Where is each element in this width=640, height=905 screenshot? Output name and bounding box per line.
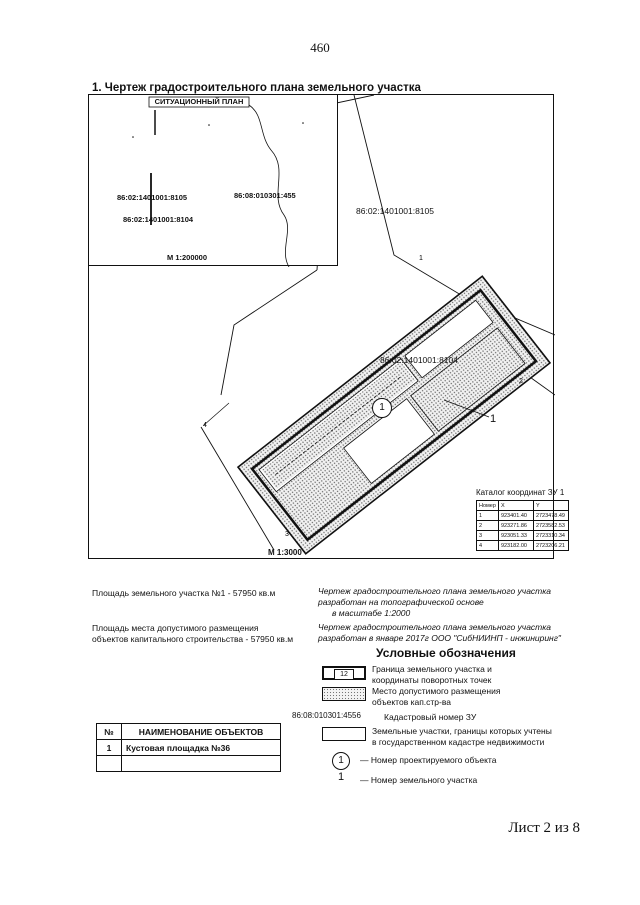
- catalog-header: Номер: [477, 501, 499, 511]
- legend-item-placement: [372, 686, 500, 707]
- parcel-label-center: 86:02:1401001:8104: [380, 355, 458, 365]
- note-line: разработан в январе 2017г ООО "СибНИИНП - инжиниринг": [318, 633, 561, 643]
- object-number-circle: 1: [372, 398, 392, 418]
- situation-plan-inset: [88, 94, 338, 266]
- situation-parcel-a: 86:02:1401001:8105: [117, 193, 188, 202]
- point-3-label: 3: [285, 531, 289, 538]
- point-1-label: 1: [419, 255, 423, 262]
- legend-cadastral-example: 86:08:010301:4556: [292, 711, 361, 720]
- catalog-row: [477, 531, 569, 541]
- legend-circle-symbol: 1: [332, 752, 350, 770]
- catalog-table: [476, 500, 569, 551]
- legend-line: объектов кап.стр-ва: [372, 696, 452, 707]
- situation-plan-label: СИТУАЦИОННЫЙ ПЛАН: [154, 97, 244, 106]
- legend-line: Земельные участки, границы которых учтены: [372, 726, 552, 736]
- situation-plan-svg: [89, 95, 339, 267]
- legend-line: координаты поворотных точек: [372, 674, 492, 685]
- objects-table-wrap: [96, 723, 281, 772]
- placement-line-2: объектов капитального строительства - 57950 кв.м: [92, 634, 294, 644]
- parcel-label-north: 86:02:1401001:8105: [356, 206, 434, 216]
- catalog-cell: 923271.86: [498, 521, 533, 531]
- catalog-header-row: [477, 501, 569, 511]
- note-line: Чертеж градостроительного плана земельного участка: [318, 622, 551, 632]
- objects-row: [97, 756, 281, 772]
- catalog-cell: 4: [477, 541, 499, 551]
- parcel-boundary-line: [204, 403, 229, 425]
- main-scale: М 1:3000: [268, 548, 302, 557]
- catalog-header: Y: [533, 501, 568, 511]
- placement-area-text: [92, 623, 322, 645]
- legend-item-cadastral: Кадастровый номер ЗУ: [384, 712, 477, 722]
- legend-line: Граница земельного участка и: [372, 664, 492, 674]
- drawing-title: 1. Чертеж градостроительного плана земельного участка: [92, 82, 421, 94]
- area-text: Площадь земельного участка №1 - 57950 кв.м: [92, 588, 276, 598]
- legend-item-parcel: — Номер земельного участка: [360, 775, 478, 785]
- objects-header: №: [97, 724, 122, 740]
- objects-header: НАИМЕНОВАНИЕ ОБЪЕКТОВ: [122, 724, 281, 740]
- page-number: 460: [310, 40, 330, 55]
- legend-line: Место допустимого размещения: [372, 686, 501, 696]
- legend-item-object: — Номер проектируемого объекта: [360, 755, 497, 765]
- catalog-cell: 1: [477, 511, 499, 521]
- note-topographic: [318, 586, 551, 619]
- situation-parcel-c: 86:02:1401001:8104: [123, 215, 194, 224]
- catalog-row: [477, 511, 569, 521]
- note-line: Чертеж градостроительного плана земельного участка: [318, 586, 551, 596]
- catalog-cell: 2723310.34: [533, 531, 568, 541]
- catalog-cell: 2723478.49: [533, 511, 568, 521]
- legend-hatch-symbol: [322, 687, 366, 701]
- legend-object-text: Номер проектируемого объекта: [370, 755, 497, 765]
- point-2-label: 2: [519, 378, 523, 385]
- objects-cell: [122, 756, 281, 772]
- legend-number-symbol: 1: [338, 771, 345, 783]
- catalog-header: X: [498, 501, 533, 511]
- catalog-row: [477, 541, 569, 551]
- objects-cell: 1: [97, 740, 122, 756]
- catalog-cell: 3: [477, 531, 499, 541]
- objects-cell: [97, 756, 122, 772]
- catalog-cell: 2723206.21: [533, 541, 568, 551]
- catalog-cell: 923401.40: [498, 511, 533, 521]
- river-line: [249, 105, 289, 267]
- parcel-boundary-line: [221, 270, 317, 395]
- objects-table: [96, 723, 281, 772]
- legend-parcel-text: Номер земельного участка: [370, 775, 478, 785]
- placement-line-1: Площадь места допустимого размещения: [92, 623, 259, 633]
- point-4-label: 4: [203, 422, 207, 429]
- objects-row: [97, 740, 281, 756]
- catalog-cell: 2723582.53: [533, 521, 568, 531]
- legend-box-number: 12: [334, 669, 354, 680]
- legend-line: в государственном кадастре недвижимости: [372, 736, 545, 747]
- catalog-cell: 923051.33: [498, 531, 533, 541]
- catalog-cell: 2: [477, 521, 499, 531]
- note-line: в масштабе 1:2000: [332, 608, 411, 618]
- legend-boundary-symbol: [322, 666, 366, 680]
- legend-item-registered: [372, 726, 552, 747]
- objects-cell: Кустовая площадка №36: [122, 740, 281, 756]
- legend-item-boundary: [372, 664, 492, 685]
- catalog-table-wrap: [476, 500, 569, 551]
- catalog-cell: 923182.00: [498, 541, 533, 551]
- objects-header-row: [97, 724, 281, 740]
- note-developer: [318, 622, 561, 644]
- situation-scale: М 1:200000: [167, 253, 208, 262]
- sheet-number: Лист 2 из 8: [508, 820, 580, 836]
- catalog-row: [477, 521, 569, 531]
- legend-registered-symbol: [322, 727, 366, 741]
- note-line: разработан на топографической основе: [318, 597, 484, 607]
- situation-parcel-b: 86:08:010301:455: [234, 191, 296, 200]
- legend-title: Условные обозначения: [376, 646, 516, 660]
- parcel-number-label: 1: [490, 413, 497, 425]
- catalog-title: Каталог координат ЗУ 1: [476, 488, 565, 497]
